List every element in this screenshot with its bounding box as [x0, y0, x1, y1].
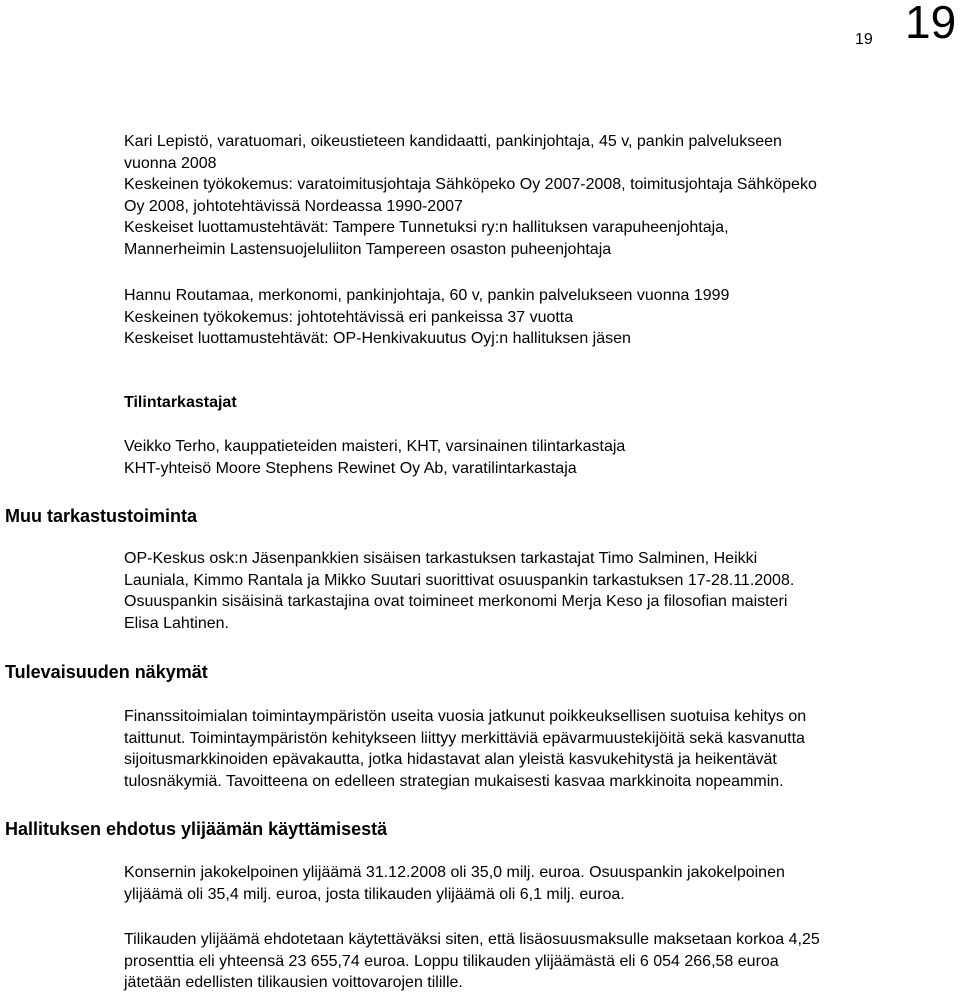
text-line: Kari Lepistö, varatuomari, oikeustieteen kandidaatti, pankinjohtaja, 45 v, pankin palvelukseen	[124, 133, 782, 150]
text-line: ylijäämä oli 35,4 milj. euroa, josta tilikauden ylijäämä oli 6,1 milj. euroa.	[124, 885, 625, 903]
text-line: vuonna 2008	[124, 154, 217, 172]
outlook-heading: Tulevaisuuden näkymät	[5, 662, 208, 682]
text-line: Konsernin jakokelpoinen ylijäämä 31.12.2008 oli 35,0 milj. euroa. Osuuspankin jakokelpoinen	[124, 864, 785, 881]
text-line: Launiala, Kimmo Rantala ja Mikko Suutari suorittivat osuuspankin tarkastuksen 17-28.11.2008.	[124, 571, 795, 589]
auditors-heading: Tilintarkastajat	[124, 394, 237, 411]
text-line: Keskeinen työkokemus: varatoimitusjohtaja Sähköpeko Oy 2007-2008, toimitusjohtaja Sähköpeko	[124, 176, 817, 193]
text-line: sijoitusmarkkinoiden epävakautta, jotka hidastavat alan yleistä kasvukehitystä ja heikentävät	[124, 751, 777, 768]
outlook-text	[124, 706, 954, 792]
text-line: Elisa Lahtinen.	[124, 614, 229, 632]
text-line: taittunut. Toimintaympäristön kehitykseen liittyy merkittäviä epävarmuustekijöitä sekä kasvanutta	[124, 729, 805, 747]
other-supervision-heading: Muu tarkastustoiminta	[5, 506, 198, 526]
board-member-bio	[124, 285, 954, 350]
text-line: Oy 2008, johtotehtävissä Nordeassa 1990-2007	[124, 197, 463, 215]
text-line: Mannerheimin Lastensuojeluliiton Tampereen osaston puheenjohtaja	[124, 240, 612, 258]
text-line: KHT-yhteisö Moore Stephens Rewinet Oy Ab, varatilintarkastaja	[124, 459, 577, 477]
text-line: Veikko Terho, kauppatieteiden maisteri, KHT, varsinainen tilintarkastaja	[124, 438, 626, 455]
page-number-large: 19	[905, 0, 957, 48]
text-line: prosenttia eli yhteensä 23 655,74 euroa. Loppu tilikauden ylijäämästä eli 6 054 266,58 euroa	[124, 952, 779, 970]
text-line: Keskeinen työkokemus: johtotehtävissä eri pankeissa 37 vuotta	[124, 308, 574, 326]
text-line: Keskeiset luottamustehtävät: OP-Henkivakuutus Oyj:n hallituksen jäsen	[124, 330, 631, 347]
text-line: Tilikauden ylijäämä ehdotetaan käytettäväksi siten, että lisäosuusmaksulle maksetaan korkoa 4,25	[124, 931, 820, 948]
text-line: jätetään edellisten tilikausien voittovarojen tilille.	[124, 974, 463, 991]
proposal-paragraph	[124, 862, 954, 905]
text-line: Osuuspankin sisäisinä tarkastajina ovat toimineet merkonomi Merja Keso ja filosofian maisteri	[124, 593, 788, 610]
page-number-small: 19	[855, 31, 873, 48]
proposal-heading: Hallituksen ehdotus ylijäämän käyttämisestä	[5, 819, 388, 839]
other-supervision-text	[124, 548, 954, 634]
proposal-paragraph	[124, 929, 954, 994]
auditors-text	[124, 436, 954, 479]
text-line: tulosnäkymiä. Tavoitteena on edelleen strategian mukaisesti kasvaa markkinoita nopeammin.	[124, 772, 784, 790]
text-line: Hannu Routamaa, merkonomi, pankinjohtaja, 60 v, pankin palvelukseen vuonna 1999	[124, 287, 730, 304]
text-line: Keskeiset luottamustehtävät: Tampere Tunnetuksi ry:n hallituksen varapuheenjohtaja,	[124, 219, 729, 236]
text-line: Finanssitoimialan toimintaympäristön useita vuosia jatkunut poikkeuksellisen suotuisa kehitys on	[124, 708, 807, 725]
text-line: OP-Keskus osk:n Jäsenpankkien sisäisen tarkastuksen tarkastajat Timo Salminen, Heikki	[124, 550, 758, 567]
board-member-bio	[124, 131, 954, 260]
